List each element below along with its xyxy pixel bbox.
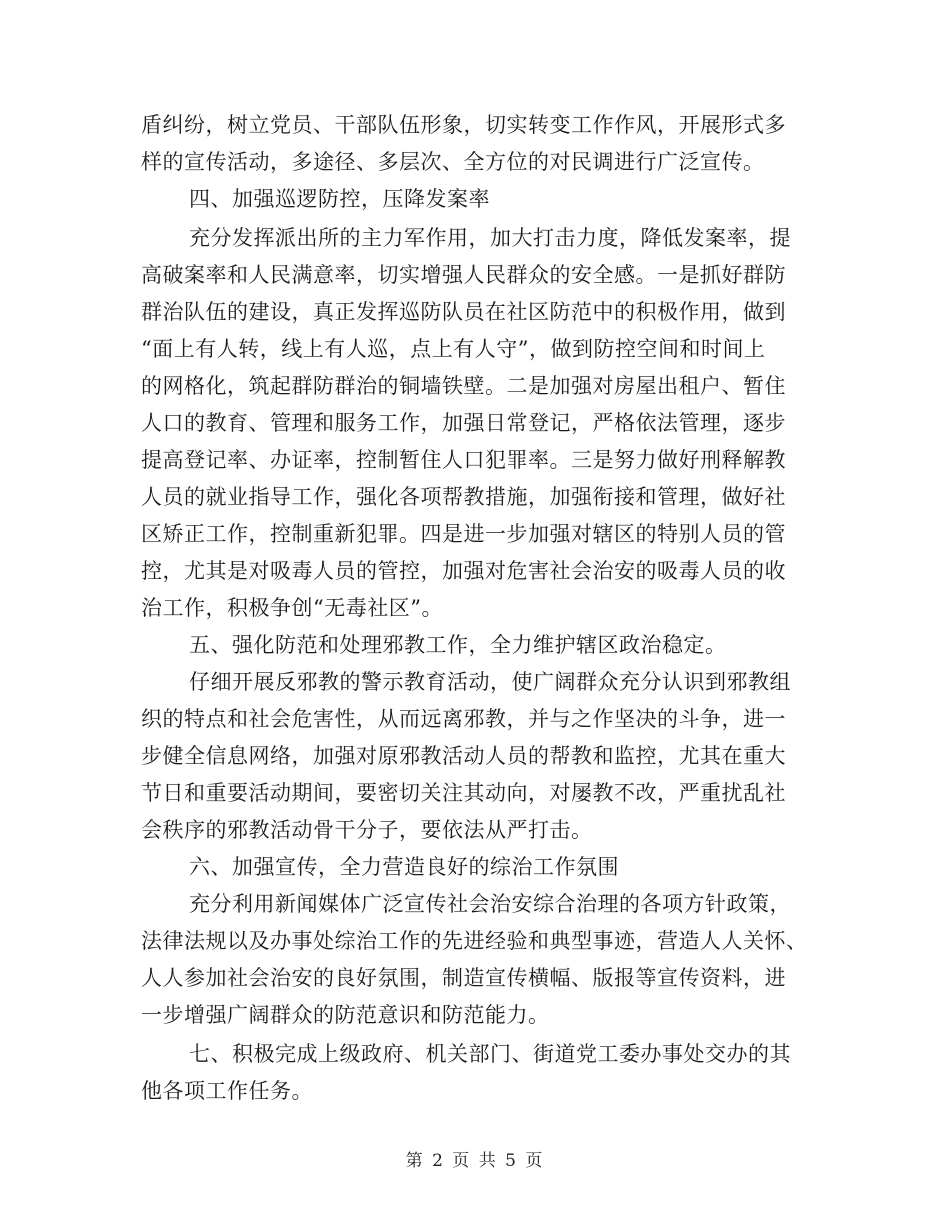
text-line-11: 人员的就业指导工作，强化各项帮教措施，加强衔接和管理，做好社 [141,485,786,509]
text-line-8: 的网格化，筑起群防群治的铜墙铁壁。二是加强对房屋出租户、暂住 [141,374,786,398]
text-line-10: 提高登记率、办证率，控制暂住人口犯罪率。三是努力做好刑释解教 [141,448,786,472]
section-heading-7: 七、积极完成上级政府、机关部门、街道党工委办事处交办的其 [189,1042,791,1066]
text-line-16: 仔细开展反邪教的警示教育活动，使广阔群众充分认识到邪教组 [189,670,791,694]
text-line-7: “面上有人转，线上有人巡，点上有人守”，做到防控空间和时间上 [141,337,766,361]
text-line-27: 他各项工作任务。 [141,1079,313,1103]
text-line-18: 步健全信息网络，加强对原邪教活动人员的帮教和监控，尤其在重大 [141,744,786,768]
section-heading-6: 六、加强宣传，全力营造良好的综治工作氛围 [189,855,619,879]
text-line-22: 充分利用新闻媒体广泛宣传社会治安综合治理的各项方针政策， [189,892,791,916]
text-line-1: 盾纠纷，树立党员、干部队伍形象，切实转变工作作风，开展形式多 [141,113,786,137]
text-line-6: 群治队伍的建设，真正发挥巡防队员在社区防范中的积极作用，做到 [141,300,786,324]
text-line-23: 法律法规以及办事处综治工作的先进经验和典型事迹，营造人人关怀、 [141,929,808,953]
text-line-5: 高破案率和人民满意率，切实增强人民群众的安全感。一是抓好群防 [141,263,786,287]
page-number-footer: 第 2 页 共 5 页 [405,1151,545,1171]
text-line-20: 会秩序的邪教活动骨干分子，要依法从严打击。 [141,818,593,842]
section-heading-4: 四、加强巡逻防控，压降发案率 [189,187,490,211]
text-line-2: 样的宣传活动，多途径、多层次、全方位的对民调进行广泛宣传。 [141,150,765,174]
text-line-4: 充分发挥派出所的主力军作用，加大打击力度，降低发案率，提 [189,226,791,250]
text-line-24: 人人参加社会治安的良好氛围，制造宣传横幅、版报等宣传资料，进 [141,966,786,990]
text-line-9: 人口的教育、管理和服务工作，加强日常登记，严格依法管理，逐步 [141,411,786,435]
text-line-19: 节日和重要活动期间，要密切关注其动向，对屡教不改，严重扰乱社 [141,781,786,805]
text-line-17: 织的特点和社会危害性，从而远离邪教，并与之作坚决的斗争，进一 [141,707,786,731]
section-heading-5: 五、强化防范和处理邪教工作，全力维护辖区政治稳定。 [189,633,727,657]
text-line-14: 治工作，积极争创“无毒社区”。 [141,596,443,620]
text-line-13: 控，尤其是对吸毒人员的管控，加强对危害社会治安的吸毒人员的收 [141,559,786,583]
text-line-12: 区矫正工作，控制重新犯罪。四是进一步加强对辖区的特别人员的管 [141,522,786,546]
text-line-25: 一步增强广阔群众的防范意识和防范能力。 [141,1003,550,1027]
